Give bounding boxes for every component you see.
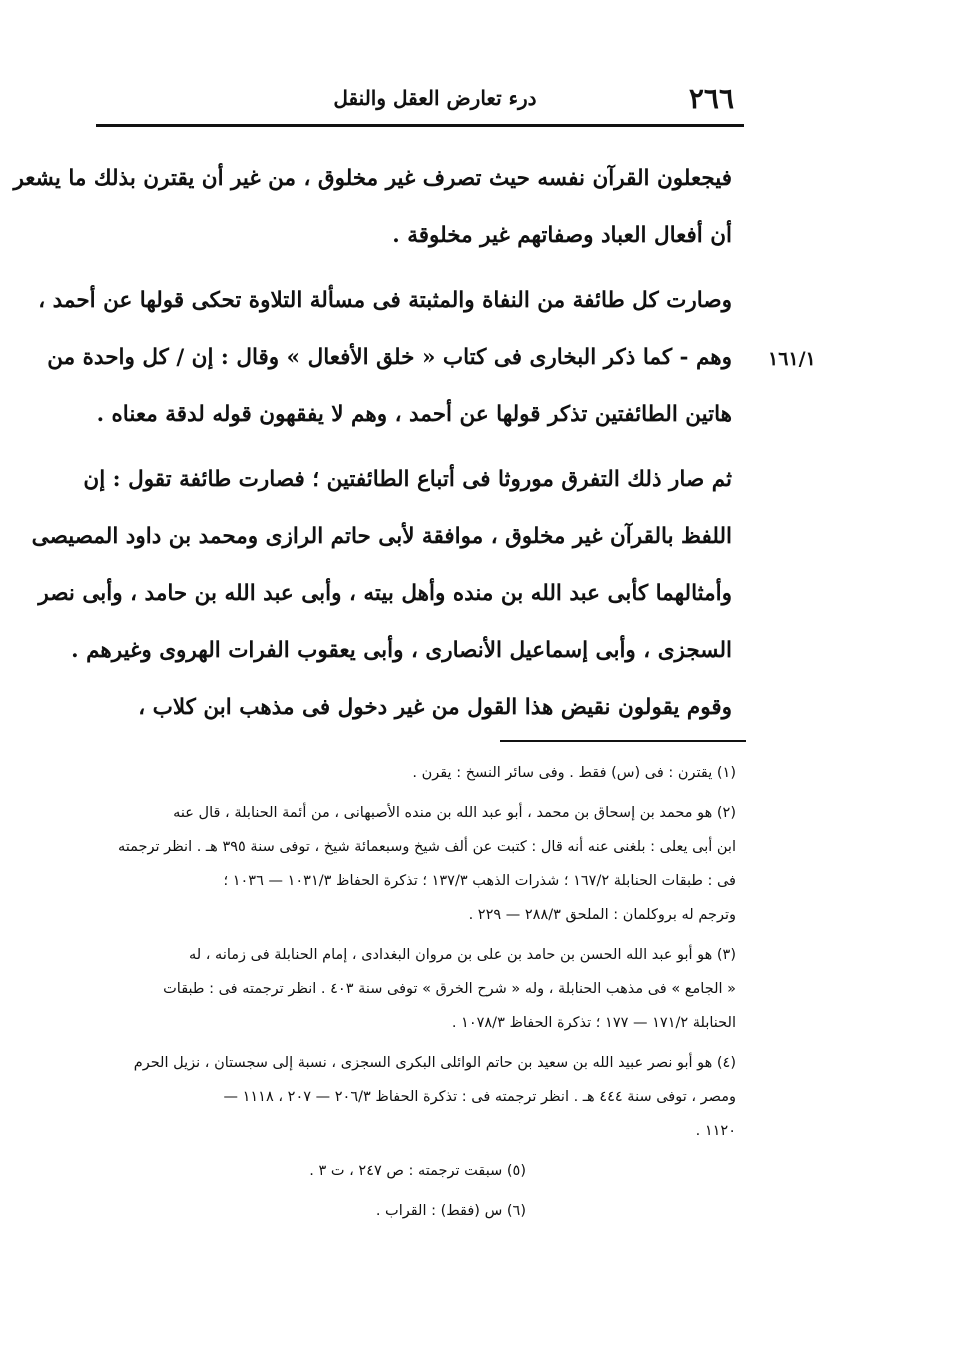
footnote (104, 1046, 736, 1148)
text-line: السجزى ، وأبى إسماعيل الأنصارى ، وأبى يعقوب الفرات الهروى وغيرهم . (71, 638, 732, 663)
running-title: درء تعارض العقل والنقل (333, 86, 537, 110)
footnote (104, 1194, 736, 1228)
text-line: هاتين الطائفتين تذكر قولها عن أحمد ، وهم لا يفقهون قوله لدقة معناه . (96, 402, 732, 427)
footnote (104, 938, 736, 1040)
footnote-rule (500, 740, 746, 742)
text-line: أن أفعال العباد وصفاتهم غير مخلوقة . (392, 223, 732, 248)
text-line: وقوم يقولون نقيض هذا القول من غير دخول فى مذهب ابن كلاب ، (138, 695, 732, 720)
footnote-line: ومصر ، توفى سنة ٤٤٤ هـ . انظر ترجمته فى : تذكرة الحفاظ ٢٠٦/٣ — ٢٠٧ ، ١١١٨ — (223, 1089, 736, 1105)
text-line: وهم - كما ذكر البخارى فى كتاب « خلق الأفعال » وقال : إن / كل واحدة من (47, 345, 732, 370)
footnote-line: (٣) هو أبو عبد الله الحسن بن حامد بن على بن مروان البغدادى ، إمام الحنابلة فى زمانه ، له (188, 947, 736, 963)
footnote-line: (٤) هو أبو نصر عبيد الله بن سعيد بن حاتم الوائلى البكرى السجزى ، نسبة إلى سجستان ، نزيل الحرم (133, 1055, 736, 1071)
paragraph (104, 679, 732, 736)
text-line: فيجعلون القرآن نفسه حيث تصرف غير مخلوق ، من غير أن يقترن بذلك ما يشعر (13, 166, 732, 191)
text-line: وصارت كل طائفة من النفاة والمثبتة فى مسألة التلاوة تحكى قولها عن أحمد ، (38, 288, 732, 313)
paragraph (38, 272, 732, 443)
footnote-line: (١) يقترن : فى (س) فقط . وفى سائر النسخ : يقرن . (412, 765, 736, 781)
margin-reference: ١٦١/١ (768, 348, 816, 370)
text-line: وأمثالهما كأبى عبد الله بن منده وأهل بيته ، وأبى عبد الله بن حامد ، وأبى نصر (38, 581, 732, 606)
paragraph (31, 451, 732, 679)
footnote (104, 756, 736, 790)
footnote-line: وترجم له بروكلمان : الملحق ٢٨٨/٣ — ٢٢٩ . (468, 907, 736, 923)
footnote (104, 796, 736, 932)
footnote-line: « الجامع » فى مذهب الحنابلة ، وله « شرح الخرق » توفى سنة ٤٠٣ . انظر ترجمته فى : طبقات (163, 981, 736, 997)
footnote-line: فى : طبقات الحنابلة ١٦٧/٢ ؛ شذرات الذهب ١٣٧/٣ ؛ تذكرة الحفاظ ١٠٣١/٣ — ١٠٣٦ ؛ (223, 873, 736, 889)
footnotes (104, 756, 736, 1234)
footnote-line: (٢) هو محمد بن إسحاق بن محمد ، أبو عبد الله بن منده الأصبهانى ، من أئمة الحنابلة ، قال عنه (173, 805, 736, 821)
footnote-line: ١١٢٠ . (695, 1123, 736, 1139)
page-number: ٢٦٦ (688, 82, 734, 115)
main-text (13, 150, 732, 736)
header-rule (96, 124, 744, 127)
footnote-line: الحنابلة ١٧١/٢ — ١٧٧ ؛ تذكرة الحفاظ ١٠٧٨/٣ . (451, 1015, 736, 1031)
footnote-line: ابن أبى يعلى : بلغنى عنه أنه قال : كتبت عن ألف شيخ وسبعمائة شيخ ، توفى سنة ٣٩٥ هـ . انظر ترجمته (118, 839, 736, 855)
footnote-line: (٥) سبقت ترجمته : ص ٢٤٧ ، ت ٣ . (309, 1163, 526, 1179)
text-line: ثم صار ذلك التفرق موروثا فى أتباع الطائفتين ؛ فصارت طائفة تقول : إن (83, 467, 732, 492)
paragraph (13, 150, 732, 264)
footnote (104, 1154, 736, 1188)
footnote-line: (٦) س (فقط) : القراب . (375, 1203, 526, 1219)
text-line: اللفظ بالقرآن غير مخلوق ، موافقة لأبى حاتم الرازى ومحمد بن داود المصيصى (31, 524, 732, 549)
page-header (100, 78, 740, 118)
